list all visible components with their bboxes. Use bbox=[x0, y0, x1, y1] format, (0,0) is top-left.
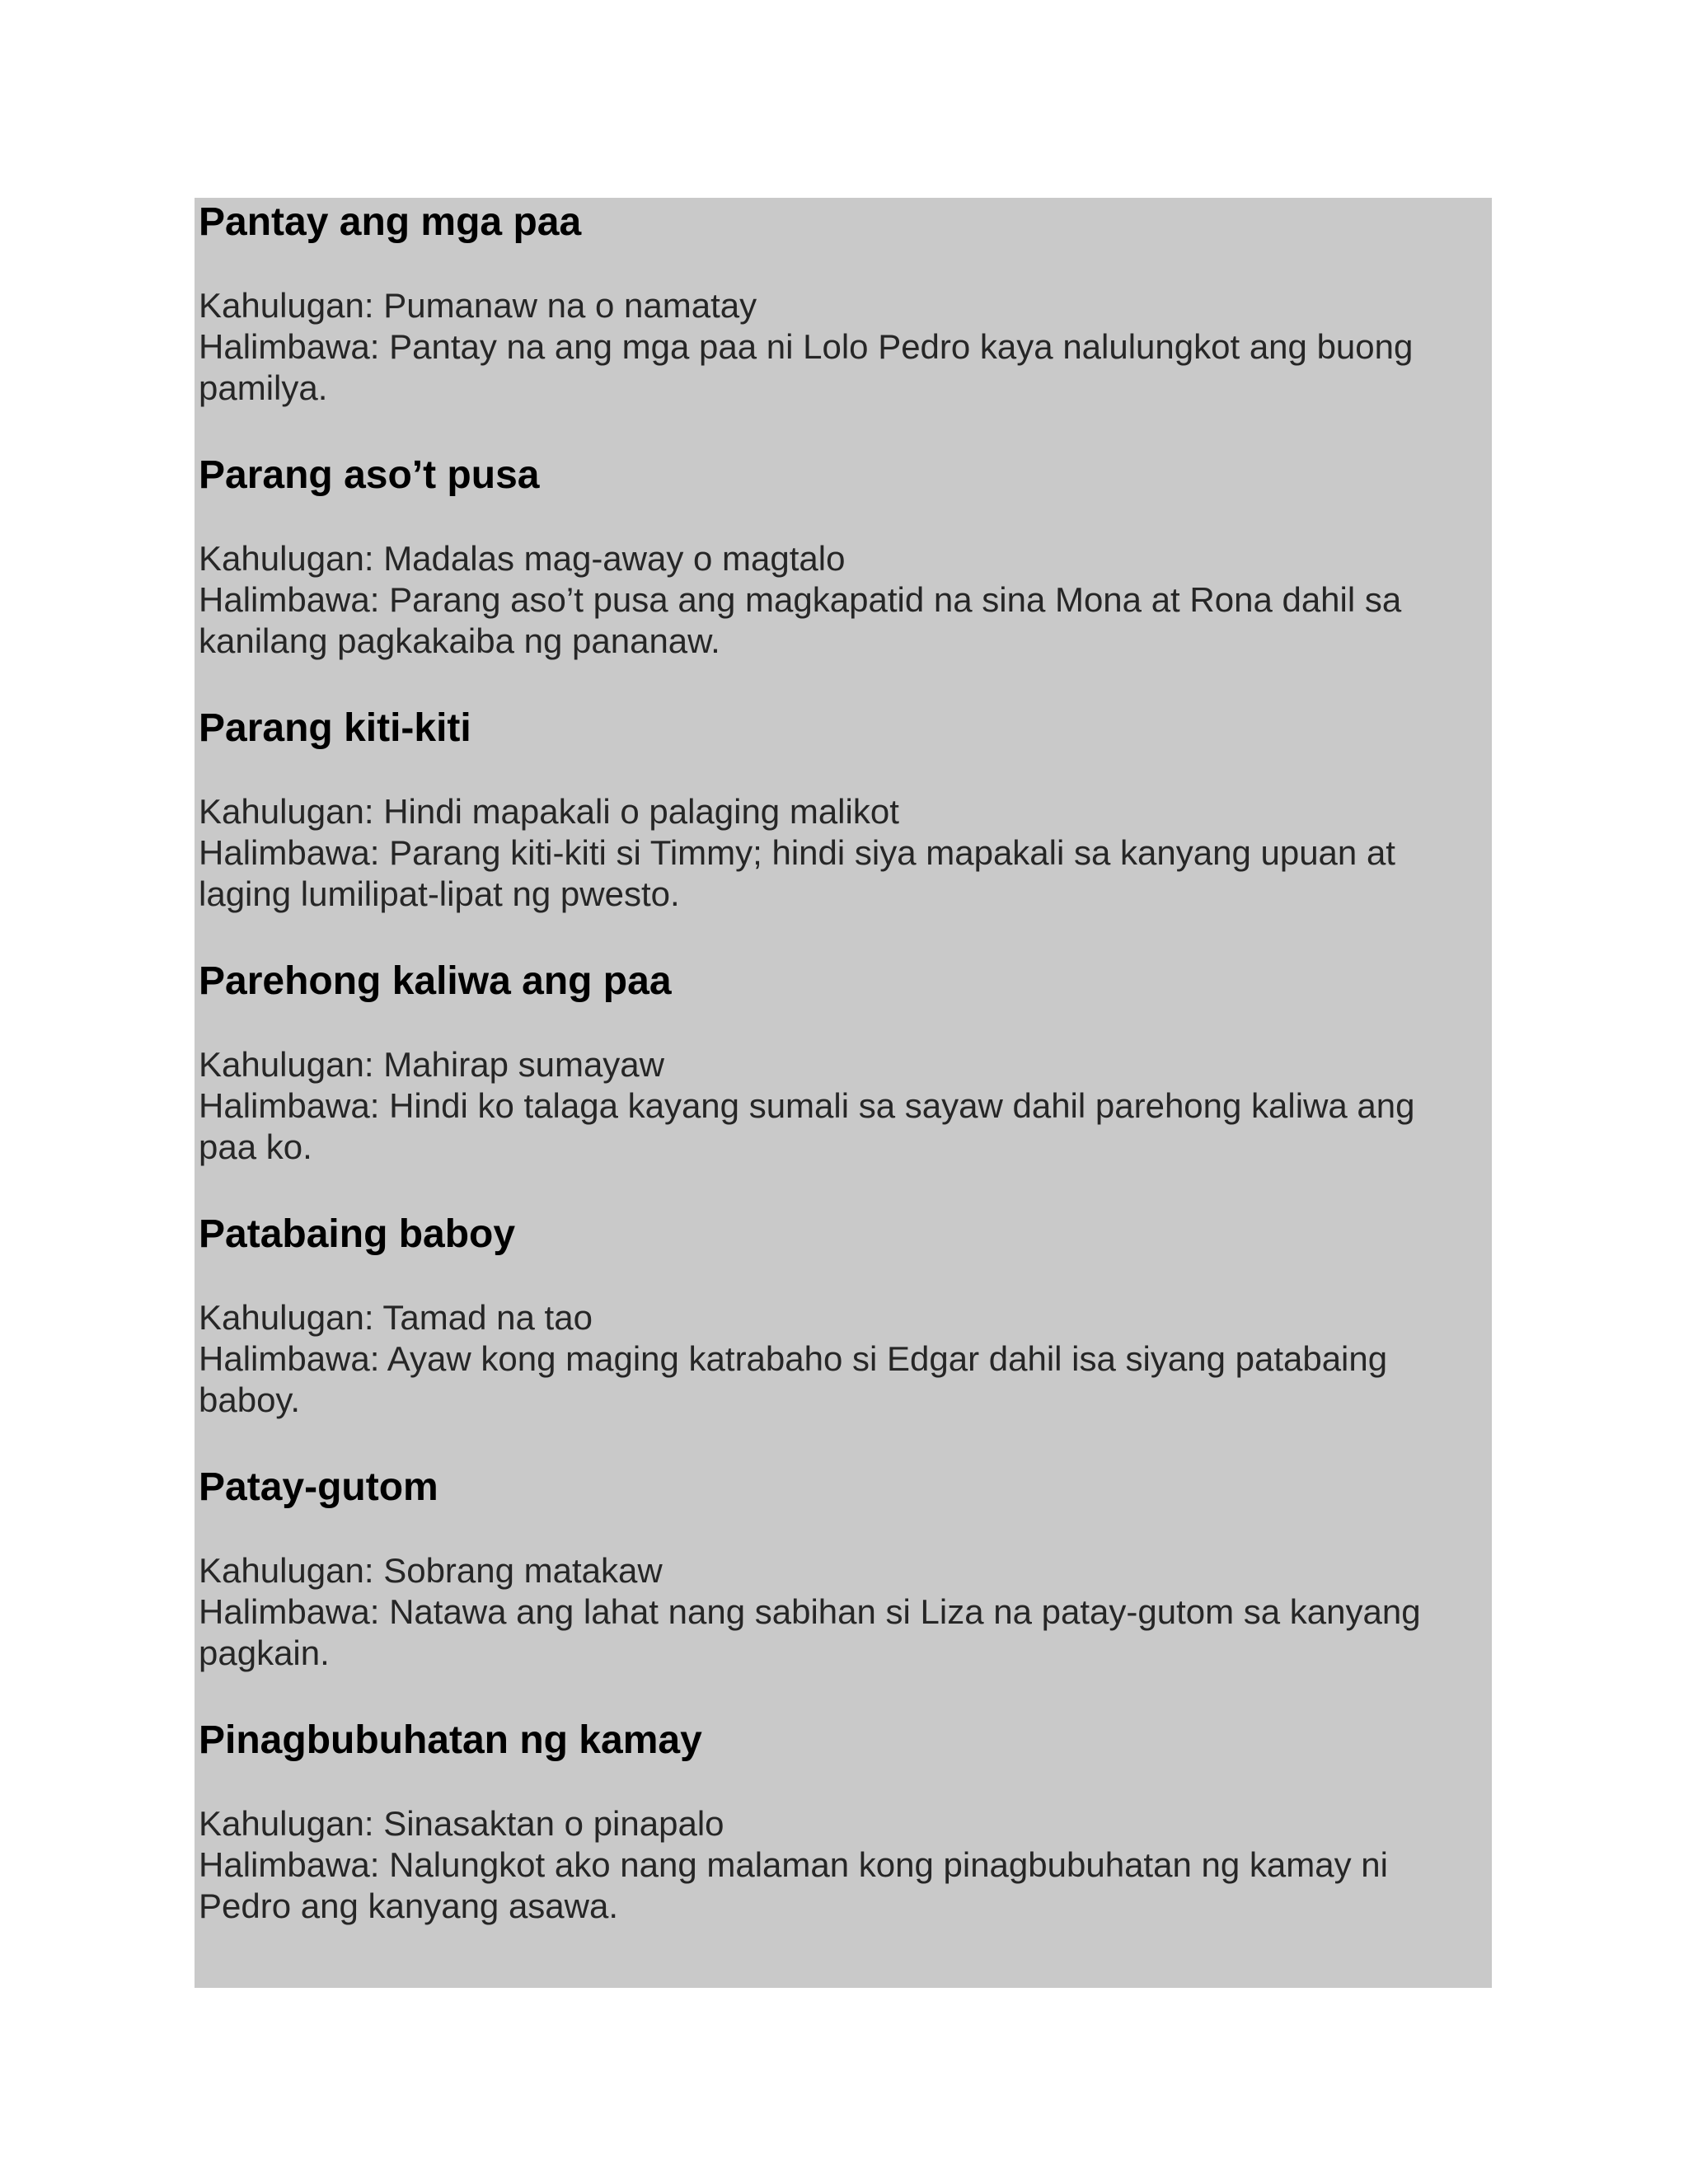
idiom-example-line: paa ko. bbox=[199, 1127, 312, 1166]
idiom-title: Patay-gutom bbox=[199, 1465, 438, 1509]
idiom-title: Pantay ang mga paa bbox=[199, 200, 582, 244]
idiom-body bbox=[199, 1044, 1492, 1168]
idiom-example-line: Halimbawa: Nalungkot ako nang malaman kong pinagbubuhatan ng kamay ni bbox=[199, 1845, 1388, 1884]
idiom-meaning: Kahulugan: Mahirap sumayaw bbox=[199, 1045, 664, 1084]
idiom-entry bbox=[199, 1212, 1492, 1421]
idiom-title: Patabaing baboy bbox=[199, 1212, 516, 1256]
idiom-meaning: Kahulugan: Hindi mapakali o palaging malikot bbox=[199, 792, 899, 831]
idiom-body bbox=[199, 1550, 1492, 1674]
idiom-example-line: Pedro ang kanyang asawa. bbox=[199, 1886, 619, 1925]
idiom-title: Parehong kaliwa ang paa bbox=[199, 959, 672, 1003]
idiom-list-block bbox=[195, 198, 1492, 1988]
idiom-title: Parang aso’t pusa bbox=[199, 453, 540, 497]
idiom-meaning: Kahulugan: Madalas mag-away o magtalo bbox=[199, 539, 846, 578]
idiom-body bbox=[199, 538, 1492, 662]
idiom-body bbox=[199, 1803, 1492, 1927]
idiom-example-line: pagkain. bbox=[199, 1633, 330, 1672]
idiom-body bbox=[199, 791, 1492, 915]
idiom-body bbox=[199, 285, 1492, 409]
idiom-meaning: Kahulugan: Pumanaw na o namatay bbox=[199, 286, 757, 325]
idiom-example-line: laging lumilipat-lipat ng pwesto. bbox=[199, 874, 680, 913]
idiom-meaning: Kahulugan: Tamad na tao bbox=[199, 1298, 593, 1337]
idiom-entry bbox=[199, 452, 1492, 662]
idiom-example-line: Halimbawa: Parang kiti-kiti si Timmy; hindi siya mapakali sa kanyang upuan at bbox=[199, 833, 1395, 872]
idiom-body bbox=[199, 1297, 1492, 1421]
idiom-example-line: Halimbawa: Ayaw kong maging katrabaho si Edgar dahil isa siyang patabaing bbox=[199, 1339, 1388, 1378]
idiom-entry bbox=[199, 199, 1492, 409]
idiom-meaning: Kahulugan: Sobrang matakaw bbox=[199, 1551, 663, 1590]
idiom-example-line: Halimbawa: Natawa ang lahat nang sabihan si Liza na patay-gutom sa kanyang bbox=[199, 1592, 1421, 1631]
idiom-entry bbox=[199, 1465, 1492, 1674]
idiom-example-line: Halimbawa: Parang aso’t pusa ang magkapatid na sina Mona at Rona dahil sa bbox=[199, 580, 1402, 619]
idiom-example-line: kanilang pagkakaiba ng pananaw. bbox=[199, 621, 720, 660]
idiom-entry bbox=[199, 705, 1492, 915]
idiom-entry bbox=[199, 1718, 1492, 1927]
idiom-example-line: Halimbawa: Pantay na ang mga paa ni Lolo Pedro kaya nalulungkot ang buong bbox=[199, 327, 1414, 366]
idiom-example-line: baboy. bbox=[199, 1380, 300, 1419]
idiom-title: Pinagbubuhatan ng kamay bbox=[199, 1718, 702, 1762]
idiom-example-line: Halimbawa: Hindi ko talaga kayang sumali sa sayaw dahil parehong kaliwa ang bbox=[199, 1086, 1415, 1125]
idiom-meaning: Kahulugan: Sinasaktan o pinapalo bbox=[199, 1804, 724, 1843]
idiom-title: Parang kiti-kiti bbox=[199, 706, 471, 750]
idiom-example-line: pamilya. bbox=[199, 368, 328, 407]
idiom-entry bbox=[199, 958, 1492, 1168]
